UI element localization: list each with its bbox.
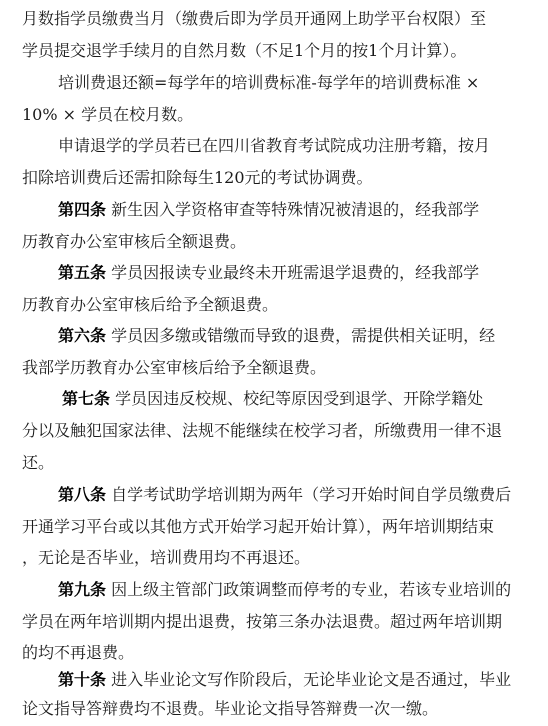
- article-label: 第九条: [58, 580, 107, 599]
- line-text: 学员在两年培训期内提出退费，按第三条办法退费。超过两年培训期: [22, 612, 503, 631]
- article-label: 第七条: [62, 389, 111, 408]
- line-text: 因上级主管部门政策调整而停考的专业，若该专业培训的: [111, 580, 512, 599]
- line-text: 分以及触犯国家法律、法规不能继续在校学习者，所缴费用一律不退: [22, 421, 503, 440]
- line-text: 扣除培训费后还需扣除每生120元的考试协调费。: [22, 168, 373, 187]
- paragraph-line: [0, 36, 548, 66]
- line-text: 学员提交退学手续月的自然月数（不足1个月的按1个月计算）。: [22, 41, 467, 60]
- article-line: [0, 480, 548, 510]
- paragraph-line: [0, 68, 548, 98]
- paragraph-line: [0, 543, 548, 573]
- line-text: 历教育办公室审核后给予全额退费。: [22, 295, 279, 314]
- line-text: 学员因报读专业最终未开班需退学退费的，经我部学: [111, 263, 480, 282]
- article-label: 第六条: [58, 326, 107, 345]
- line-text: ，无论是否毕业，培训费用均不再退还。: [22, 548, 311, 567]
- line-text: 我部学历教育办公室审核后给予全额退费。: [22, 358, 327, 377]
- line-text: 培训费退还额=每学年的培训费标准-每学年的培训费标准 ×: [58, 73, 480, 92]
- article-line: [0, 575, 548, 605]
- article-label: 第五条: [58, 263, 107, 282]
- paragraph-line: [0, 416, 548, 446]
- article-line: [0, 384, 548, 414]
- line-text: 进入毕业论文写作阶段后，无论毕业论文是否通过，毕业: [111, 670, 512, 689]
- paragraph-line: [0, 100, 548, 130]
- article-line: [0, 195, 548, 225]
- line-text: 学员因违反校规、校纪等原因受到退学、开除学籍处: [115, 389, 484, 408]
- line-text: 历教育办公室审核后全额退费。: [22, 232, 247, 251]
- line-text: 10% × 学员在校月数。: [22, 105, 194, 124]
- paragraph-line: [0, 4, 548, 34]
- paragraph-line: [0, 131, 548, 161]
- line-text: 论文指导答辩费均不退费。毕业论文指导答辩费一次一缴。: [22, 699, 439, 718]
- line-text: 申请退学的学员若已在四川省教育考试院成功注册考籍，按月: [58, 136, 491, 155]
- article-label: 第八条: [58, 485, 107, 504]
- paragraph-line: [0, 353, 548, 383]
- line-text: 开通学习平台或以其他方式开始学习起开始计算），两年培训期结束: [22, 517, 495, 536]
- line-text: 学员因多缴或错缴而导致的退费，需提供相关证明，经: [111, 326, 496, 345]
- paragraph-line: [0, 512, 548, 542]
- line-text: 月数指学员缴费当月（缴费后即为学员开通网上助学平台权限）至: [22, 9, 487, 28]
- paragraph-line: [0, 694, 548, 724]
- paragraph-line: [0, 448, 548, 478]
- article-label: 第十条: [58, 670, 107, 689]
- line-text: 新生因入学资格审查等特殊情况被清退的，经我部学: [111, 200, 480, 219]
- article-label: 第四条: [58, 200, 107, 219]
- paragraph-line: [0, 227, 548, 257]
- paragraph-line: [0, 290, 548, 320]
- paragraph-line: [0, 163, 548, 193]
- paragraph-line: [0, 607, 548, 637]
- article-line: [0, 665, 548, 695]
- article-line: [0, 258, 548, 288]
- line-text: 的均不再退费。: [22, 643, 135, 662]
- paragraph-line: [0, 638, 548, 668]
- line-text: 自学考试助学培训期为两年（学习开始时间自学员缴费后: [111, 485, 512, 504]
- line-text: 还。: [22, 453, 55, 472]
- article-line: [0, 321, 548, 351]
